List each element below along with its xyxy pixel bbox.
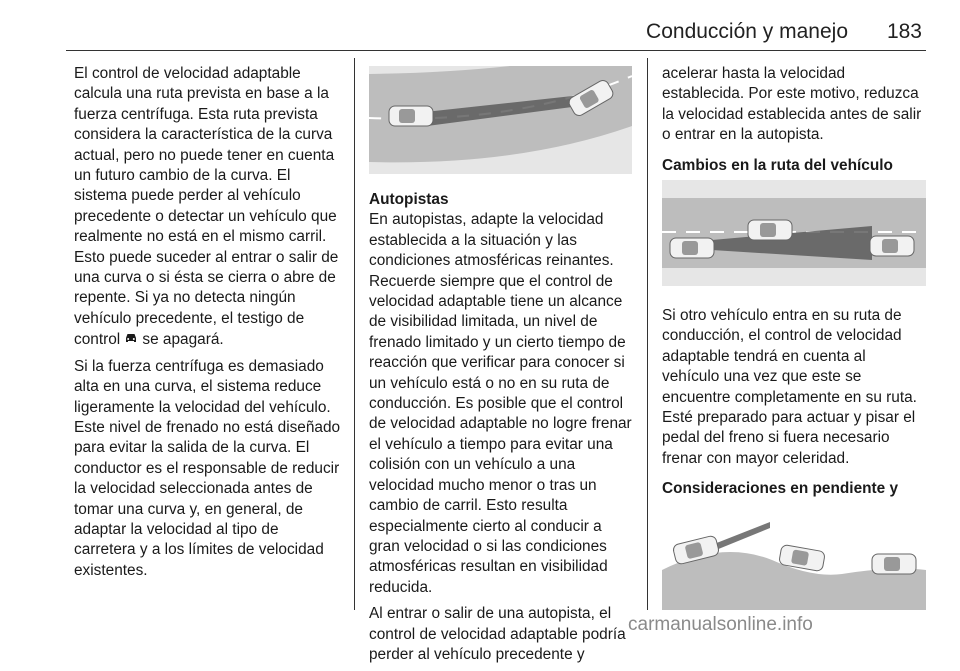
column-divider-1 (354, 58, 355, 610)
paragraph-text-end: se apagará. (142, 331, 224, 349)
section-heading: Consideraciones en pendiente y (662, 480, 899, 498)
paragraph: acelerar hasta la velocidad establecida. Por este motivo, reduzca la velocidad establecida antes de salir o entrar en la autopista. (662, 65, 922, 144)
page-header (0, 0, 960, 52)
watermark: carmanualsonline.info (628, 614, 813, 635)
column-divider-2 (647, 58, 648, 610)
paragraph (74, 64, 342, 351)
section-heading: Cambios en la ruta del vehículo (662, 156, 893, 174)
page-number: 183 (886, 20, 922, 43)
paragraph: Si otro vehículo entra en su ruta de conducción, el control de velocidad adaptable tendrá en cuenta al vehículo una vez que este se encuentre completamente en su ruta. Esté preparado para actuar y pisar el pedal del freno si fuera necesario frenar con mayor celeridad. (662, 307, 917, 467)
hill-illustration (662, 500, 926, 610)
column-1 (74, 64, 342, 587)
section-title: Conducción y manejo (646, 20, 848, 43)
paragraph: En autopistas, adapte la velocidad establecida a la situación y las condiciones atmosféricas reinantes. Recuerde siempre que el control de velocidad adaptable tiene un alcance de visibilidad limitada, un nivel de frenado limitado y un cierto tiempo de reacción que verificar para conocer si un vehículo está o no en su ruta de conducción. Es posible que el control de velocidad adaptable no logre frenar el vehículo a tiempo para evitar una colisión con un vehículo a una velocidad mucho menor o tras un cambio de carril. Esto resulta especialmente cierto al conducir a gran velocidad o si las condiciones atmosféricas resultan en visibilidad reducida. (369, 211, 632, 596)
paragraph-text: El control de velocidad adaptable calcula una ruta prevista en base a la fuerza centrífuga. Esta ruta prevista considera la característica de la curva actual, pero no puede tener en cuenta un futuro cambio de la curva. El sistema puede perder al vehículo precedente o detectar un vehículo que realmente no está en el mismo carril. Esto puede suceder al entrar o salir de una curva o si ésta se cierra o abre de repente. Si ya no detecta ningún vehículo precedente, el testigo de control (74, 65, 339, 349)
header-rule (66, 50, 926, 51)
section-heading: Autopistas (369, 191, 449, 208)
column-2 (369, 190, 633, 671)
column-3 (662, 64, 926, 520)
curve-illustration (369, 66, 632, 174)
lane-change-illustration (662, 180, 926, 286)
paragraph: Al entrar o salir de una autopista, el control de velocidad adaptable podría perder al vehículo precedente y (369, 605, 626, 663)
paragraph: Si la fuerza centrífuga es demasiado alta en una curva, el sistema reduce ligeramente la velocidad del vehículo. Este nivel de frenado no está diseñado para evitar la salida de la curva. El conductor es el responsable de reducir la velocidad seleccionada antes de tomar una curva y, en general, de adaptar la velocidad al tipo de carretera y a los límites de velocidad existentes. (74, 357, 341, 579)
vehicle-ahead-icon (124, 331, 142, 347)
